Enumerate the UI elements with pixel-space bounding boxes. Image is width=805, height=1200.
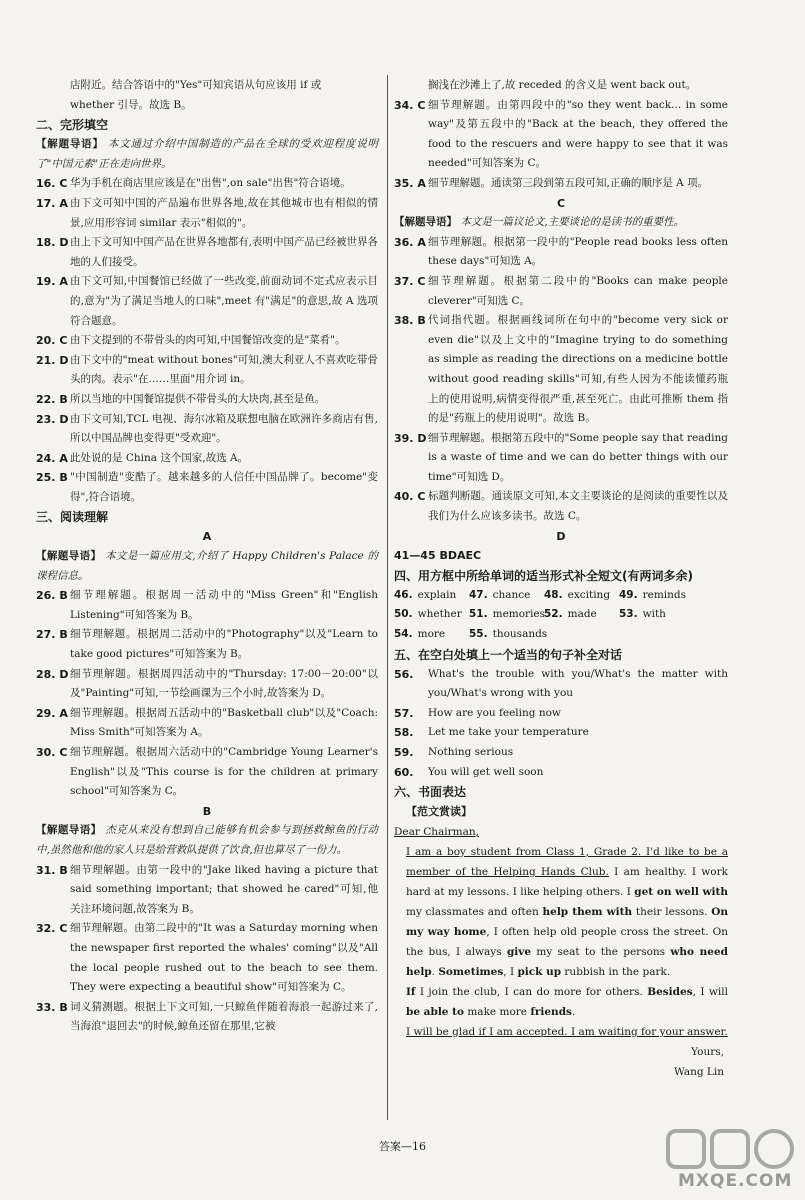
answer-explanation: 细节理解题。由第一段中的"Jake liked having a picture that said something important; that showed he cared"可知,他关注环境问题,故答案为 B。 [70,863,378,915]
answer-item [36,410,378,449]
answer-item [36,174,378,194]
guide-passage-c [394,213,728,233]
answer-item [36,331,378,351]
word-fill-answers [394,586,728,645]
passage-label-d: D [556,529,566,543]
answer-explanation: 细节理解题。由第二段中的"It was a Saturday morning when the newspaper first reported the whales' coming"以及"All the local people rushed out to the beach to see them. They were expecting a beautiful show"可知答案为 C。 [70,922,378,994]
guide-label: 【解题导语】 [36,138,104,151]
section-title-dialog: 五、在空白处填上一个适当的句子补全对话 [394,647,623,662]
answer-number: 56. [394,667,414,681]
answer-explanation: 由下文可知中国的产品遍布世界各地,故在其他城市也有相似的情景,应用形容词 similar 表示"相似的"。 [70,196,378,229]
section-title-word-fill: 四、用方框中所给单词的适当形式补全短文(有两词多余) [394,568,693,583]
word-fill-item: 46. explain [394,588,457,601]
answer-number: 18. D [36,236,69,250]
answer-number: 19. A [36,275,68,289]
dialog-answers [394,665,728,783]
guide-text: 杰克从来没有想到自己能够有机会参与到拯救鲸鱼的行动中,虽然他和他的家人只是给营救队提供了饮食,但也算尽了一份力。 [36,824,378,856]
answer-number: 36. A [394,235,426,249]
answer-explanation: 细节理解题。由第四段中的"so they went back... in some way"及第五段中的"Back at the beach, they offered the food to the rescuers and were happy to see that it was needed"可知答案为 C。 [428,98,728,170]
answer-number: 34. C [394,98,426,112]
answer-number: 17. A [36,196,68,210]
answer-number: 31. B [36,863,68,877]
answer-explanation: 华为手机在商店里应该是在"出售",on sale"出售"符合语境。 [70,177,351,190]
word-fill-item: 48. exciting [544,588,611,601]
answer-explanation: 所以当地的中国餐馆提供不带骨头的大块肉,甚至是鱼。 [70,392,326,405]
left-column [36,76,378,1037]
answer-explanation: 此处说的是 China 这个国家,故选 A。 [70,451,249,464]
guide-label: 【解题导语】 [36,824,102,837]
word-fill-item: 50. whether [394,608,462,621]
guide-text: 本文是一篇议论文,主要谈论的是读书的重要性。 [460,216,685,229]
essay-closing: Yours, [691,1045,724,1058]
word-fill-item: 53. with [619,608,666,621]
answer-item [36,861,378,920]
answer-item [394,429,728,488]
answer-number: 39. D [394,431,427,445]
answer-explanation: 由下文提到的不带骨头的肉可知,中国餐馆改变的是"菜肴"。 [70,334,346,347]
answer-number: 27. B [36,628,68,642]
column-divider [387,75,388,1120]
answer-explanation: 词义猜测题。根据上下文可知,一只鲸鱼伴随着海浪一起游过来了,当海浪"退回去"的时候,鲸鱼还留在那里,它被 [70,1000,378,1033]
word-fill-item: 54. more [394,628,446,641]
answer-explanation: 细节理解题。根据周五活动中的"Basketball club"以及"Coach: Miss Smith"可知答案为 A。 [70,706,378,739]
answer-item [36,272,378,331]
answer-item [36,468,378,507]
answer-number: 26. B [36,589,68,603]
answer-explanation: 细节理解题。根据周四活动中的"Thursday: 17:00－20:00"以及"Painting"可知,一节绘画课为三个小时,故答案为 D。 [70,667,378,700]
passage-label-b: B [202,804,212,818]
dialog-item [394,665,728,704]
dialog-sentence: How are you feeling now [428,706,561,719]
guide-label: 【解题导语】 [394,216,457,229]
answer-explanation: 由下文可知,TCL 电视、海尔冰箱及联想电脑在欧洲许多商店有售,所以中国品牌也变得更"受欢迎"。 [70,412,378,445]
answer-number: 22. B [36,392,68,406]
section-title-writing: 六、书面表达 [394,785,467,800]
word-fill-row [394,586,728,606]
answer-item [394,233,728,272]
answer-number: 60. [394,765,414,779]
dialog-sentence: You will get well soon [428,765,544,778]
answer-number: 40. C [394,490,426,504]
answer-item [36,233,378,272]
answer-item [36,586,378,625]
answer-item [36,704,378,743]
answer-item [36,390,378,410]
essay-greeting: Dear Chairman, [394,825,479,838]
answer-item [36,998,378,1037]
reading-b-answers-cont [394,96,728,194]
answer-explanation: 细节理解题。根据周一活动中的"Miss Green"和"English Listening"可知答案为 B。 [70,589,378,621]
answer-item [36,743,378,802]
essay-paragraph-3: I will be glad if I am accepted. I am waiting for your answer. [406,1025,728,1038]
word-fill-row [394,625,728,645]
dialog-item [394,763,728,783]
section-title-cloze: 二、完形填空 [36,118,109,133]
passage-d-answers: 41—45 BDAEC [394,549,482,563]
dialog-item [394,723,728,743]
answer-number: 29. A [36,706,68,720]
answer-number: 59. [394,746,414,759]
intro-line: whether 引导。故选 B。 [70,98,192,111]
answer-explanation: 细节理解题。根据第五段中的"Some people say that reading is a waste of time and we can do better things with our time"可知选 D。 [428,431,729,483]
answer-item [36,665,378,704]
guide-passage-b [36,821,378,860]
answer-number: 25. B [36,471,68,485]
page-footer: 答案—16 [379,1140,426,1153]
answer-number: 58. [394,726,414,740]
dialog-item [394,743,728,763]
answer-number: 33. B [36,1000,68,1014]
word-fill-item: 51. memories [469,608,546,621]
answer-number: 20. C [36,334,68,348]
intro-line: 店附近。结合答语中的"Yes"可知宾语从句应该用 if 或 [70,79,322,91]
watermark-text: MXQE.COM [678,1171,793,1191]
answer-explanation: 由下文中的"meat without bones"可知,澳大利亚人不喜欢吃带骨头的肉。表示"在……里面"用介词 in。 [70,353,378,386]
reading-b-answers [36,861,378,1037]
answer-number: 32. C [36,922,68,936]
guide-text: 本文通过介绍中国制造的产品在全球的受欢迎程度说明了"中国元素"正在走向世界。 [36,138,379,170]
answer-explanation: 由上下文可知中国产品在世界各地都有,表明中国产品已经被世界各地的人们接受。 [70,236,378,268]
word-fill-item: 55. thousands [469,628,548,641]
answer-item [36,449,378,469]
reading-a-answers [36,586,378,802]
answer-number: 23. D [36,412,69,426]
answer-explanation: 细节理解题。根据周二活动中的"Photography"以及"Learn to take good pictures"可知答案为 B。 [70,628,378,661]
answer-number: 38. B [394,314,426,328]
continued-line: 搁浅在沙滩上了,故 receded 的含义是 went back out。 [428,79,697,91]
answer-explanation: 细节理解题。根据第二段中的"Books can make people cleverer"可知选 C。 [428,274,728,307]
answer-explanation: 细节理解题。通读第三段到第五段可知,正确的顺序是 A 项。 [428,176,709,189]
answer-explanation: 标题判断题。通读原文可知,本文主要谈论的是阅读的重要性以及我们为什么应该多读书。故选 C。 [428,490,728,523]
word-fill-row [394,605,728,625]
answer-number: 16. C [36,177,68,191]
answer-number: 28. D [36,667,69,681]
passage-label-c: C [556,196,566,210]
essay-signature: Wang Lin [673,1065,724,1078]
essay-paragraph-1: I am a boy student from Class 1, Grade 2. I'd like to be a member of the Helping Hands Club. I am healthy. I work hard at my lessons. I like helping others. I get on well with my classmates and often help them with their lessons. On my way home, I often help old people cross the street. On the bus, I always give my seat to the persons who need help. Sometimes, I pick up rubbish in the park. [406,845,729,978]
answer-item [394,174,728,194]
answer-item [36,194,378,233]
answer-item [36,625,378,664]
dialog-sentence: What's the trouble with you/What's the matter with you/What's wrong with you [428,667,728,700]
guide-cloze [36,135,378,174]
sample-essay [394,822,728,1082]
answer-number: 57. [394,706,414,720]
answer-item [394,487,728,526]
passage-label-a: A [202,530,212,544]
answer-number: 30. C [36,746,68,759]
cloze-answers [36,174,378,507]
answer-explanation: 细节理解题。根据第一段中的"People read books less often these days"可知选 A。 [428,235,728,268]
sample-essay-label: 【范文赏读】 [406,805,472,819]
section-title-reading: 三、阅读理解 [36,510,109,525]
guide-label: 【解题导语】 [36,550,102,563]
dialog-sentence: Nothing serious [428,746,514,758]
word-fill-item: 47. chance [469,588,531,601]
answer-number: 24. A [36,451,68,465]
reading-c-answers [394,233,728,527]
answer-explanation: 细节理解题。根据周六活动中的"Cambridge Young Learner's English"以及"This course is for the children at primary school"可知答案为 C。 [70,746,378,798]
right-column [394,76,728,1082]
word-fill-item: 49. reminds [619,588,687,601]
answer-explanation: "中国制造"变酷了。越来越多的人信任中国品牌了。become"变得",符合语境。 [70,471,378,503]
dialog-item [394,704,728,724]
answer-number: 35. A [394,176,426,190]
guide-passage-a [36,547,378,586]
essay-paragraph-2: If I join the club, I can do more for others. Besides, I will be able to make more friends. [406,985,728,1018]
answer-item [36,919,378,997]
answer-explanation: 代词指代题。根据画线词所在句中的"become very sick or even die"以及上文中的"Imagine trying to do something as simple as reading the directions on a medicine bottle without good reading skills"可知,有些人因为不能读懂药瓶上的使用说明,病情变得很严重,甚至死亡。由此可推断 them 指的是"药瓶上的使用说明"。故选 B。 [428,314,728,425]
answer-item [394,311,728,429]
answer-item [394,96,728,174]
word-fill-item: 52. made [544,608,597,621]
answer-explanation: 由下文可知,中国餐馆已经做了一些改变,前面动词不定式应表示目的,意为"为了满足当地人的口味",meet 有"满足"的意思,故 A 选项符合题意。 [70,275,378,327]
answer-number: 37. C [394,274,426,288]
answer-item [36,351,378,390]
dialog-sentence: Let me take your temperature [428,726,589,739]
answer-number: 21. D [36,353,69,367]
guide-text: 本文是一篇应用文,介绍了 Happy Children's Palace 的课程信息。 [36,550,378,582]
answer-item [394,272,728,311]
